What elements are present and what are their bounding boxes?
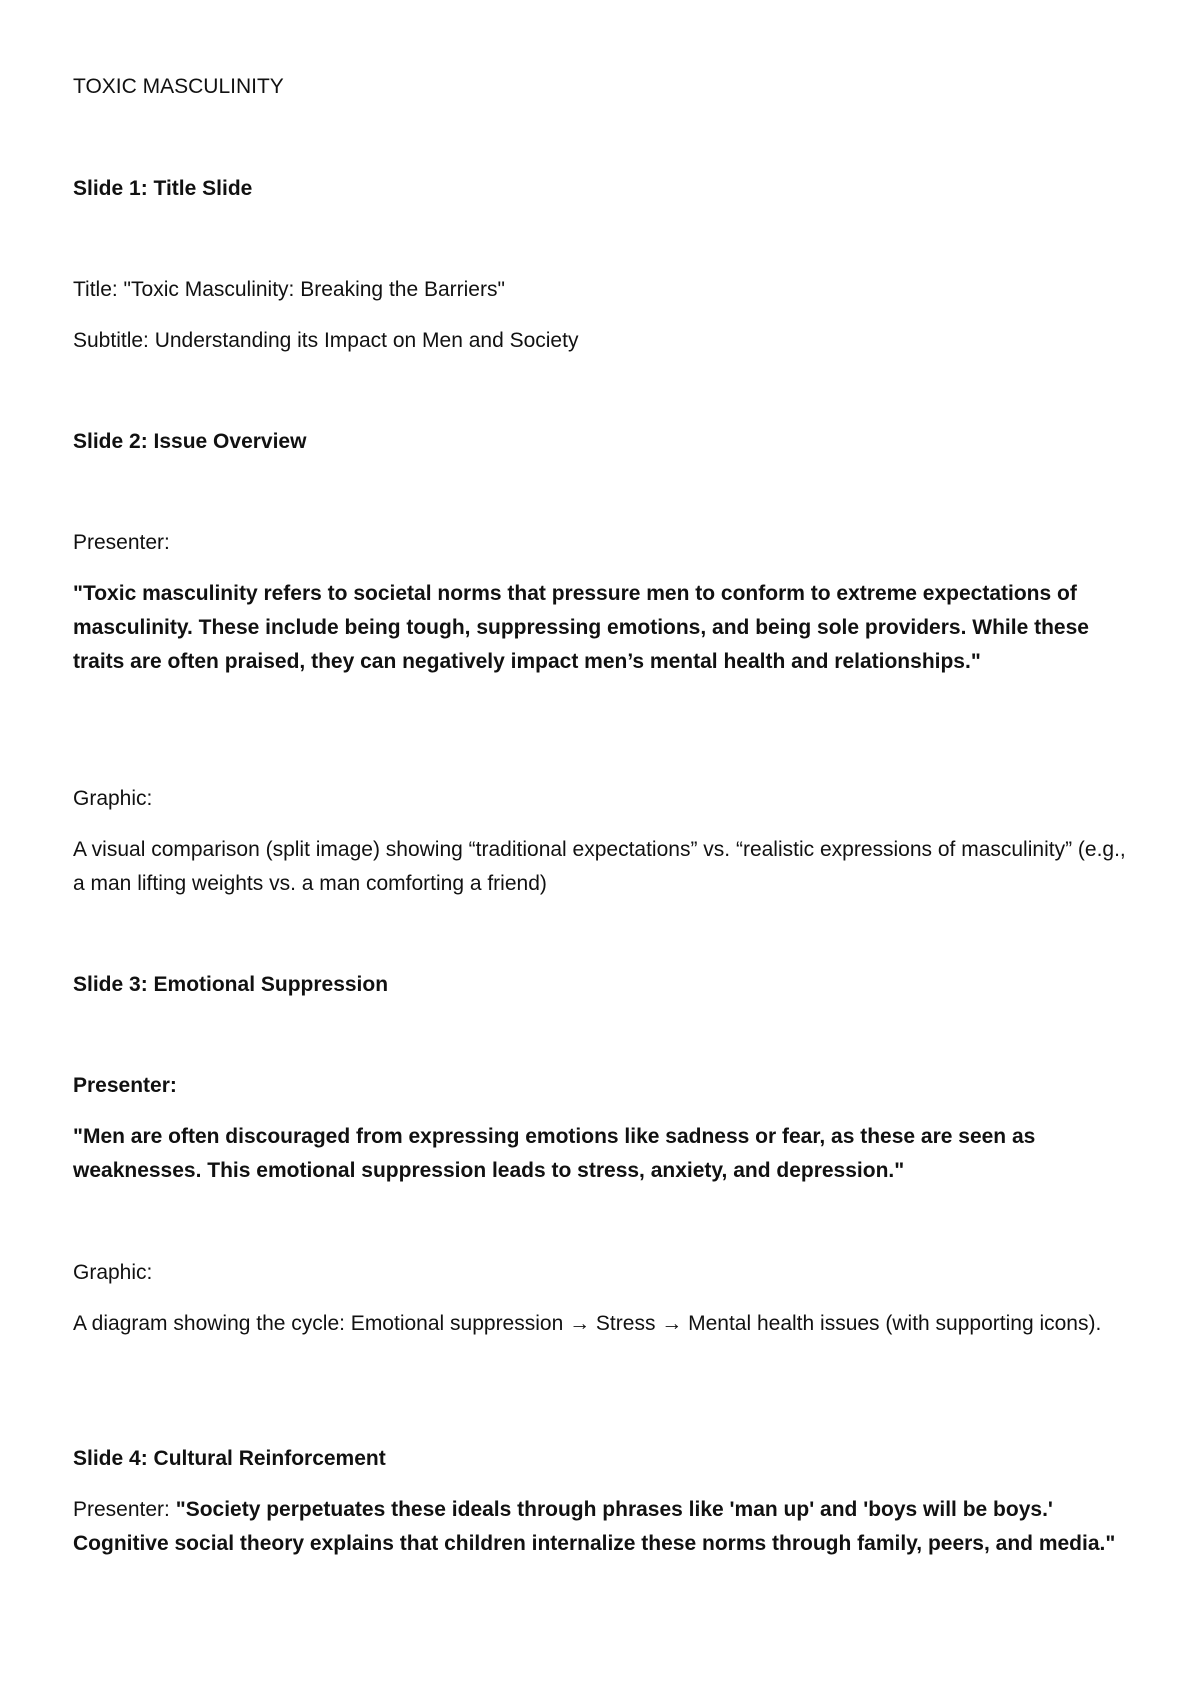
slide2-graphic-text: A visual comparison (split image) showing “traditional expectations” vs. “realistic expressions of masculinity” (e.g., a man lifting weights vs. a man comforting a friend): [73, 838, 1126, 895]
slide3-graphic-label: Graphic:: [73, 1261, 153, 1284]
slide3-graphic-text: A diagram showing the cycle: Emotional suppression → Stress → Mental health issues (with supporting icons).: [73, 1312, 1102, 1335]
slide3-presenter-label: Presenter:: [73, 1074, 177, 1097]
slide4-presenter-label: Presenter:: [73, 1498, 170, 1521]
slide1-title-line: Title: "Toxic Masculinity: Breaking the Barriers": [73, 278, 505, 301]
document-title: TOXIC MASCULINITY: [73, 75, 284, 98]
slide2-graphic-label: Graphic:: [73, 787, 153, 810]
slide4-presenter-text: "Society perpetuates these ideals through phrases like 'man up' and 'boys will be boys.' Cognitive social theory explains that children internalize these norms through family, peers, and media.": [73, 1498, 1116, 1555]
slide3-heading: Slide 3: Emotional Suppression: [73, 973, 389, 996]
slide2-presenter-label: Presenter:: [73, 531, 170, 554]
slide2-heading: Slide 2: Issue Overview: [73, 430, 307, 453]
slide4-presenter-paragraph: [73, 1493, 1133, 1561]
slide1-heading: Slide 1: Title Slide: [73, 177, 253, 200]
slide2-presenter-text: "Toxic masculinity refers to societal norms that pressure men to conform to extreme expectations of masculinity. These include being tough, suppressing emotions, and being sole providers. While these traits are often praised, they can negatively impact men’s mental health and relationships.": [73, 582, 1089, 673]
slide3-presenter-text: "Men are often discouraged from expressing emotions like sadness or fear, as these are seen as weaknesses. This emotional suppression leads to stress, anxiety, and depression.": [73, 1125, 1036, 1182]
slide4-heading: Slide 4: Cultural Reinforcement: [73, 1447, 386, 1470]
slide1-subtitle-line: Subtitle: Understanding its Impact on Men and Society: [73, 329, 579, 352]
